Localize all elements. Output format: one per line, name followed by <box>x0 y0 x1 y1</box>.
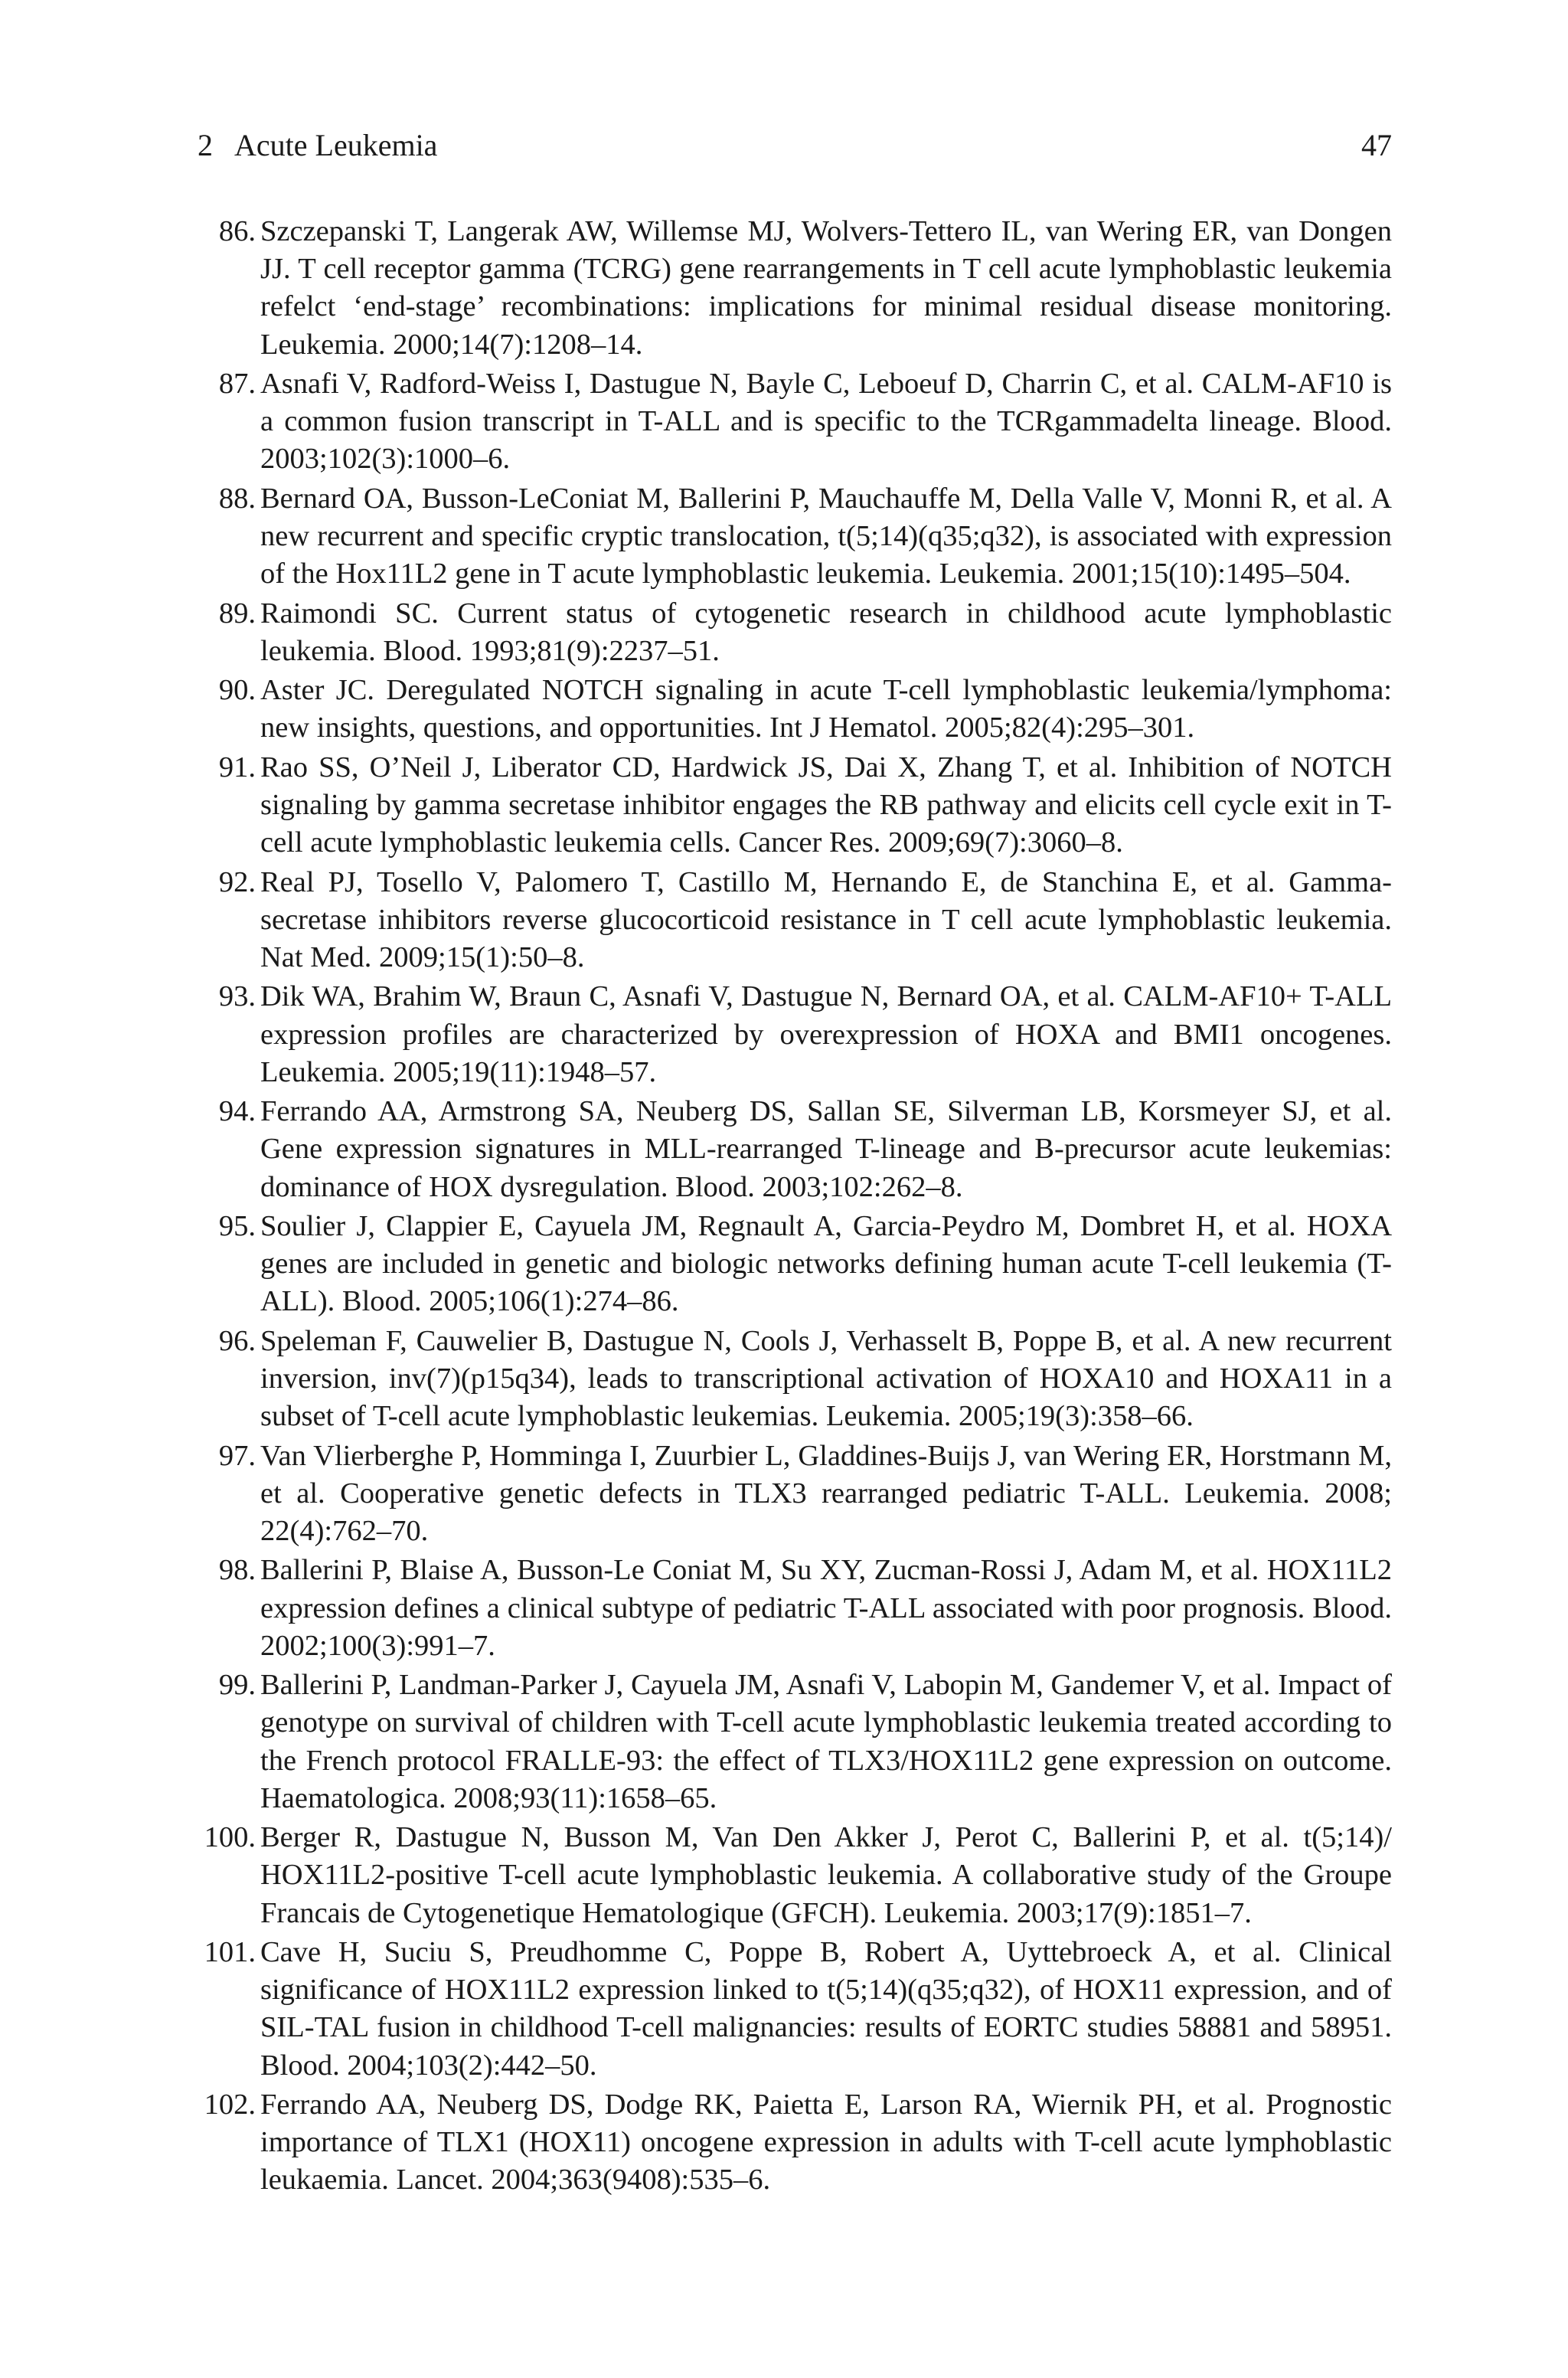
reference-text: Berger R, Dastugue N, Busson M, Van Den Akker J, Perot C, Ballerini P, et al. t(5;14)/ HOX11L2-positive T-cell acute lymphoblastic leukemia. A collaborative study of the Groupe Francais de Cytogenetique Hematologique (GFCH). Leukemia. 2003;17(9):1851–7. <box>260 1821 1392 1929</box>
chapter-heading <box>198 123 437 168</box>
reference-number: 88. <box>218 482 256 515</box>
reference-item <box>198 1208 1392 1321</box>
reference-list <box>198 213 1392 2201</box>
reference-text: Asnafi V, Radford-Weiss I, Dastugue N, Bayle C, Leboeuf D, Charrin C, et al. CALM-AF10 is a common fusion transcript in T-ALL and is specific to the TCRgammadelta lineage. Blood. 2003;102(3):1000–6. <box>260 368 1392 476</box>
reference-number: 90. <box>218 674 256 707</box>
reference-text: Ferrando AA, Neuberg DS, Dodge RK, Paietta E, Larson RA, Wiernik PH, et al. Prognostic importance of TLX1 (HOX11) oncogene expression in adults with T-cell acute lymphoblastic leukaemia. Lancet. 2004;363(9408):535–6. <box>260 2088 1392 2196</box>
reference-item <box>198 1667 1392 1817</box>
reference-item <box>198 213 1392 364</box>
reference-number: 101. <box>204 1935 256 1968</box>
reference-number: 100. <box>204 1821 256 1854</box>
reference-item <box>198 595 1392 670</box>
reference-number: 97. <box>218 1439 256 1472</box>
reference-text: Aster JC. Deregulated NOTCH signaling in acute T-cell lymphoblastic leukemia/lymphoma: new insights, questions, and opportunities. Int J Hematol. 2005;82(4):295–301. <box>260 674 1392 744</box>
reference-text: Ballerini P, Landman-Parker J, Cayuela JM, Asnafi V, Labopin M, Gandemer V, et al. Impact of genotype on survival of children with T-cell acute lymphoblastic leukemia treated according to the French protocol FRALLE-93: the effect of TLX3/HOX11L2 gene expression on outcome. Haematologica. 2008;93(11):1658–65. <box>260 1669 1392 1814</box>
reference-item <box>198 978 1392 1091</box>
reference-item <box>198 2086 1392 2200</box>
reference-item <box>198 365 1392 479</box>
reference-item <box>198 1093 1392 1206</box>
reference-text: Soulier J, Clappier E, Cayuela JM, Regnault A, Garcia-Peydro M, Dombret H, et al. HOXA genes are included in genetic and biologic networks defining human acute T-cell leukemia (T-ALL). Blood. 2005;106(1):274–86. <box>260 1209 1392 1318</box>
reference-item <box>198 1552 1392 1665</box>
reference-text: Rao SS, O’Neil J, Liberator CD, Hardwick JS, Dai X, Zhang T, et al. Inhibition of NOTCH signaling by gamma secretase inhibitor engages the RB pathway and elicits cell cycle exit in T-cell acute lymphoblastic leukemia cells. Cancer Res. 2009;69(7):3060–8. <box>260 751 1392 859</box>
reference-item <box>198 1438 1392 1551</box>
reference-text: Speleman F, Cauwelier B, Dastugue N, Cools J, Verhasselt B, Poppe B, et al. A new recurrent inversion, inv(7)(p15q34), leads to transcriptional activation of HOXA10 and HOXA11 in a subset of T-cell acute lymphoblastic leukemias. Leukemia. 2005;19(3):358–66. <box>260 1324 1392 1433</box>
reference-number: 86. <box>218 215 256 247</box>
page-number: 47 <box>1361 128 1392 162</box>
reference-number: 94. <box>218 1095 256 1128</box>
reference-text: Szczepanski T, Langerak AW, Willemse MJ, Wolvers-Tettero IL, van Wering ER, van Dongen JJ. T cell receptor gamma (TCRG) gene rearrangements in T cell acute lymphoblastic leukemia refelct ‘end-stage’ recombinations: implications for minimal residual disease monitoring. Leukemia. 2000;14(7):1208–14. <box>260 215 1392 361</box>
reference-text: Dik WA, Brahim W, Braun C, Asnafi V, Dastugue N, Bernard OA, et al. CALM-AF10+ T-ALL expression profiles are characterized by overexpression of HOXA and BMI1 oncogenes. Leukemia. 2005;19(11):1948–57. <box>260 980 1392 1088</box>
reference-item <box>198 480 1392 594</box>
reference-text: Van Vlierberghe P, Homminga I, Zuurbier L, Gladdines-Buijs J, van Wering ER, Horstmann M, et al. Cooperative genetic defects in TLX3 rearranged pediatric T-ALL. Leukemia. 2008; 22(4):762–70. <box>260 1439 1392 1547</box>
reference-item <box>198 672 1392 747</box>
reference-text: Cave H, Suciu S, Preudhomme C, Poppe B, Robert A, Uyttebroeck A, et al. Clinical significance of HOX11L2 expression linked to t(5;14)(q35;q32), of HOX11 expression, and of SIL-TAL fusion in childhood T-cell malignancies: results of EORTC studies 58881 and 58951. Blood. 2004;103(2):442–50. <box>260 1935 1392 2082</box>
reference-item <box>198 749 1392 862</box>
reference-number: 95. <box>218 1209 256 1242</box>
reference-text: Ferrando AA, Armstrong SA, Neuberg DS, Sallan SE, Silverman LB, Korsmeyer SJ, et al. Gene expression signatures in MLL-rearranged T-lineage and B-precursor acute leukemias: dominance of HOX dysregulation. Blood. 2003;102:262–8. <box>260 1095 1392 1203</box>
reference-number: 91. <box>218 751 256 783</box>
reference-number: 89. <box>218 597 256 630</box>
reference-number: 96. <box>218 1324 256 1357</box>
reference-text: Ballerini P, Blaise A, Busson-Le Coniat M, Su XY, Zucman-Rossi J, Adam M, et al. HOX11L2 expression defines a clinical subtype of pediatric T-ALL associated with poor prognosis. Blood. 2002;100(3):991–7. <box>260 1554 1392 1662</box>
reference-number: 102. <box>204 2088 256 2121</box>
reference-text: Bernard OA, Busson-LeConiat M, Ballerini P, Mauchauffe M, Della Valle V, Monni R, et al. A new recurrent and specific cryptic translocation, t(5;14)(q35;q32), is associated with expression of the Hox11L2 gene in T acute lymphoblastic leukemia. Leukemia. 2001;15(10):1495–504. <box>260 482 1392 590</box>
reference-number: 98. <box>218 1554 256 1587</box>
reference-number: 93. <box>218 980 256 1013</box>
running-header <box>198 123 1392 168</box>
reference-text: Real PJ, Tosello V, Palomero T, Castillo M, Hernando E, de Stanchina E, et al. Gamma-secretase inhibitors reverse glucocorticoid resistance in T cell acute lymphoblastic leukemia. Nat Med. 2009;15(1):50–8. <box>260 865 1392 973</box>
chapter-number: 2 <box>198 128 213 162</box>
reference-item <box>198 1323 1392 1436</box>
reference-item <box>198 1819 1392 1932</box>
reference-item <box>198 864 1392 977</box>
reference-item <box>198 1934 1392 2085</box>
reference-number: 87. <box>218 368 256 400</box>
chapter-title: Acute Leukemia <box>234 128 438 162</box>
reference-number: 92. <box>218 865 256 898</box>
reference-number: 99. <box>218 1669 256 1702</box>
reference-text: Raimondi SC. Current status of cytogenetic research in childhood acute lymphoblastic leukemia. Blood. 1993;81(9):2237–51. <box>260 597 1392 667</box>
